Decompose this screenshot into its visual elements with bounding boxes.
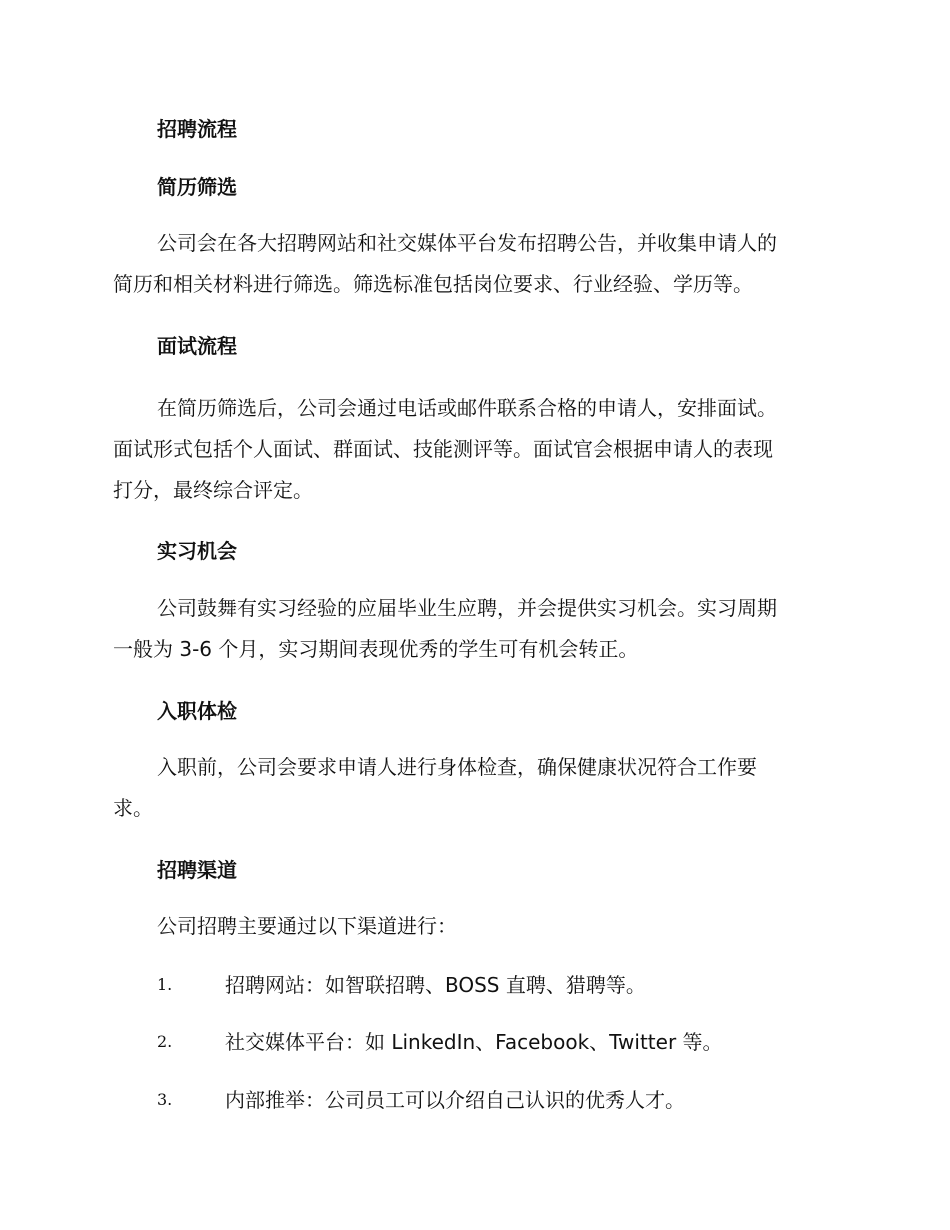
paragraph-line: 公司会在各大招聘网站和社交媒体平台发布招聘公告，并收集申请人的	[157, 231, 777, 255]
list-item-text: 招聘网站：如智联招聘、BOSS 直聘、猎聘等。	[225, 973, 646, 997]
paragraph-onboarding-checkup	[113, 747, 833, 829]
paragraph-line: 求。	[113, 796, 153, 820]
heading-resume-screening: 简历筛选	[157, 175, 237, 199]
list-item-number: 2.	[157, 1032, 173, 1051]
paragraph-line: 简历和相关材料进行筛选。筛选标准包括岗位要求、行业经验、学历等。	[113, 272, 753, 296]
heading-recruitment-process: 招聘流程	[157, 117, 237, 141]
paragraph-line: 一般为 3-6 个月，实习期间表现优秀的学生可有机会转正。	[113, 637, 639, 661]
paragraph-resume-screening	[113, 223, 833, 305]
paragraph-line: 在简历筛选后，公司会通过电话或邮件联系合格的申请人，安排面试。	[157, 396, 777, 420]
list-item-text: 社交媒体平台：如 LinkedIn、Facebook、Twitter 等。	[225, 1030, 723, 1054]
paragraph-line: 公司鼓舞有实习经验的应届毕业生应聘，并会提供实习机会。实习周期	[157, 596, 777, 620]
paragraph-channels-intro	[113, 906, 833, 947]
paragraph-line: 面试形式包括个人面试、群面试、技能测评等。面试官会根据申请人的表现	[113, 437, 773, 461]
list-item-number: 1.	[157, 975, 173, 994]
paragraph-line: 入职前，公司会要求申请人进行身体检查，确保健康状况符合工作要	[157, 755, 757, 779]
paragraph-line: 公司招聘主要通过以下渠道进行：	[157, 914, 457, 938]
heading-internship: 实习机会	[157, 539, 237, 563]
list-item-number: 3.	[157, 1090, 173, 1109]
paragraph-line: 打分，最终综合评定。	[113, 478, 313, 502]
list-item-text: 内部推举：公司员工可以介绍自己认识的优秀人才。	[225, 1088, 685, 1112]
paragraph-internship	[113, 588, 833, 670]
heading-channels: 招聘渠道	[157, 858, 237, 882]
heading-interview-process: 面试流程	[157, 334, 237, 358]
heading-onboarding-checkup: 入职体检	[157, 699, 237, 723]
paragraph-interview-process	[113, 388, 833, 511]
